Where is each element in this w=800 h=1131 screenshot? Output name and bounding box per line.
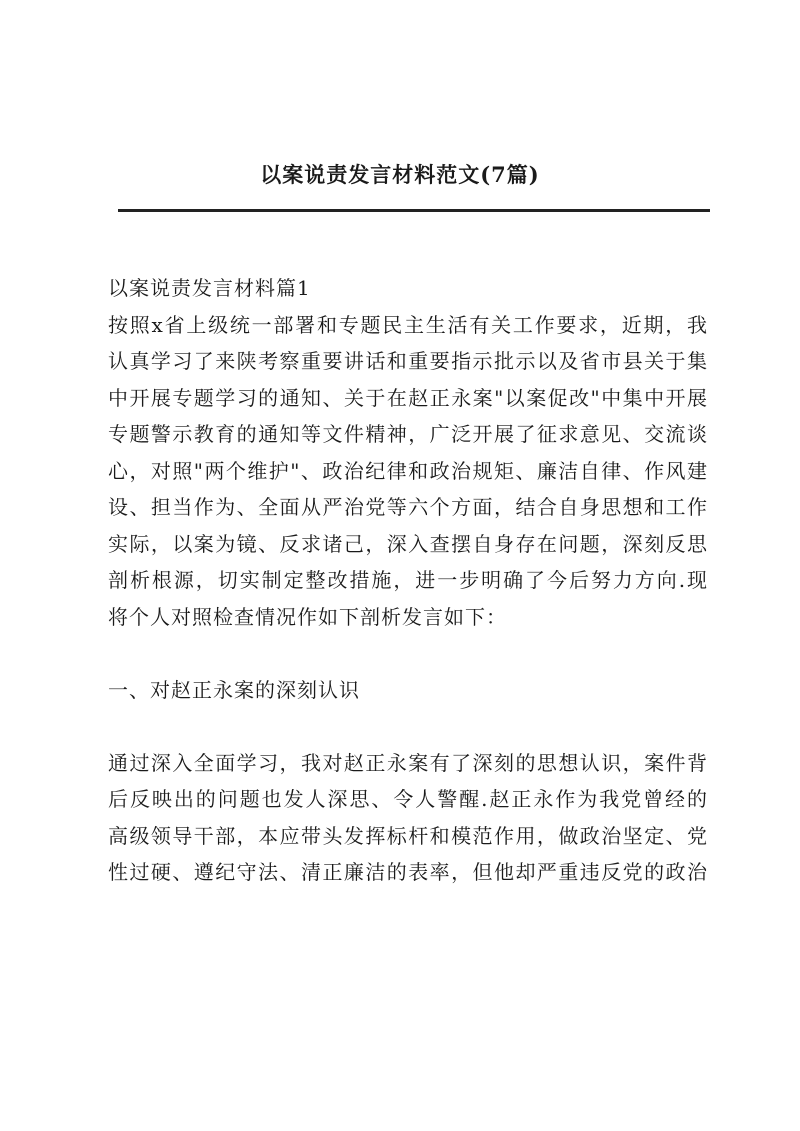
paragraph-line: 通过深入全面学习，我对赵正永案有了深刻的思想认识，案件背 — [108, 750, 708, 775]
paragraph-line: 后反映出的问题也发人深思、令人警醒.赵正永作为我党曾经的 — [108, 787, 708, 811]
section-heading: 以案说责发言材料篇1 — [108, 276, 311, 300]
paragraph-line: 剖析根源，切实制定整改措施，进一步明确了今后努力方向.现 — [108, 568, 708, 592]
paragraph-line: 专题警示教育的通知等文件精神，广泛开展了征求意见、交流谈 — [108, 422, 708, 446]
paragraph-line: 高级领导干部，本应带头发挥标杆和模范作用，做政治坚定、党 — [108, 823, 708, 848]
document-title: 以案说责发言材料范文(7篇) — [260, 162, 540, 187]
paragraph-line: 认真学习了来陕考察重要讲话和重要指示批示以及省市县关于集 — [108, 349, 708, 373]
paragraph-line: 性过硬、遵纪守法、清正廉洁的表率，但他却严重违反党的政治 — [108, 860, 708, 884]
paragraph-line: 心，对照"两个维护"、政治纪律和政治规矩、廉洁自律、作风建 — [108, 458, 708, 483]
document-body — [108, 270, 708, 891]
paragraph-line: 按照x省上级统一部署和专题民主生活有关工作要求，近期，我 — [108, 312, 708, 337]
spacer — [108, 708, 708, 745]
paragraph-1 — [108, 307, 708, 636]
paragraph-line: 实际，以案为镜、反求诸己，深入查摆自身存在问题，深刻反思 — [108, 531, 708, 556]
paragraph-line: 设、担当作为、全面从严治党等六个方面，结合自身思想和工作 — [108, 495, 708, 519]
paragraph-line: 中开展专题学习的通知、关于在赵正永案"以案促改"中集中开展 — [108, 385, 708, 410]
paragraph-2 — [108, 745, 708, 891]
paragraph-line: 将个人对照检查情况作如下剖析发言如下： — [108, 604, 507, 629]
subheading-1: 一、对赵正永案的深刻认识 — [108, 677, 360, 702]
title-underline — [118, 209, 710, 212]
spacer — [108, 635, 708, 672]
